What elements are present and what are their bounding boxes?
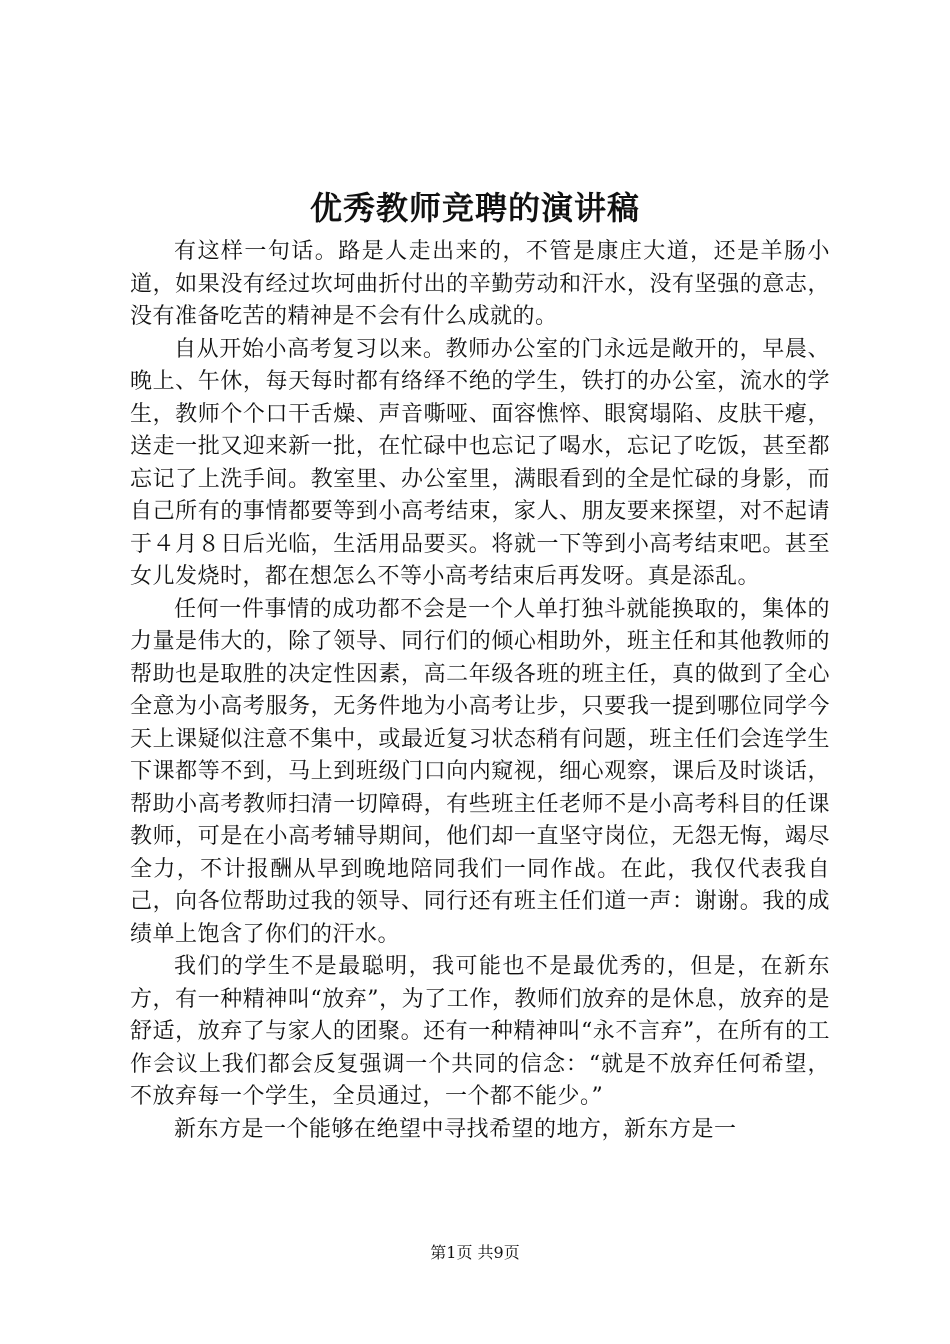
paragraph-1: 有这样一句话。路是人走出来的，不管是康庄大道，还是羊肠小道，如果没有经过坎坷曲折付出的辛勤劳动和汗水，没有坚强的意志，没有准备吃苦的精神是不会有什么成就的。 bbox=[130, 239, 830, 329]
document-title: 优秀教师竞聘的演讲稿 bbox=[309, 189, 640, 227]
page-footer: 第1页 共9页 bbox=[430, 1243, 520, 1262]
paragraph-4: 我们的学生不是最聪明，我可能也不是最优秀的，但是，在新东方，有一种精神叫“放弃”，为了工作，教师们放弃的是休息，放弃的是舒适，放弃了与家人的团聚。还有一种精神叫“永不言弃”，在所有的工作会议上我们都会反复强调一个共同的信念：“就是不放弃任何希望，不放弃每一个学生，全员通过，一个都不能少。” bbox=[130, 954, 830, 1109]
paragraph-5: 新东方是一个能够在绝望中寻找希望的地方，新东方是一 bbox=[174, 1116, 737, 1142]
document-body bbox=[130, 236, 830, 1146]
paragraph-3: 任何一件事情的成功都不会是一个人单打独斗就能换取的，集体的力量是伟大的，除了领导、同行们的倾心相助外，班主任和其他教师的帮助也是取胜的决定性因素，高二年级各班的班主任，真的做到了全心全意为小高考服务，无务件地为小高考让步，只要我一提到哪位同学今天上课疑似注意不集中，或最近复习状态稍有问题，班主任们会连学生下课都等不到，马上到班级门口向内窥视，细心观察，课后及时谈话，帮助小高考教师扫清一切障碍，有些班主任老师不是小高考科目的任课教师，可是在小高考辅导期间，他们却一直坚守岗位，无怨无悔，竭尽全力，不计报酬从早到晚地陪同我们一同作战。在此，我仅代表我自己，向各位帮助过我的领导、同行还有班主任们道一声：谢谢。我的成绩单上饱含了你们的汗水。 bbox=[130, 596, 830, 947]
paragraph-2: 自从开始小高考复习以来。教师办公室的门永远是敞开的，早晨、晚上、午休，每天每时都有络绎不绝的学生，铁打的办公室，流水的学生，教师个个口干舌燥、声音嘶哑、面容憔悴、眼窝塌陷、皮肤干瘪，送走一批又迎来新一批，在忙碌中也忘记了喝水，忘记了吃饭，甚至都忘记了上洗手间。教室里、办公室里，满眼看到的全是忙碌的身影，而自己所有的事情都要等到小高考结束，家人、朋友要来探望，对不起请于４月８日后光临，生活用品要买。将就一下等到小高考结束吧。甚至女儿发烧时，都在想怎么不等小高考结束后再发呀。真是添乱。 bbox=[130, 336, 830, 589]
